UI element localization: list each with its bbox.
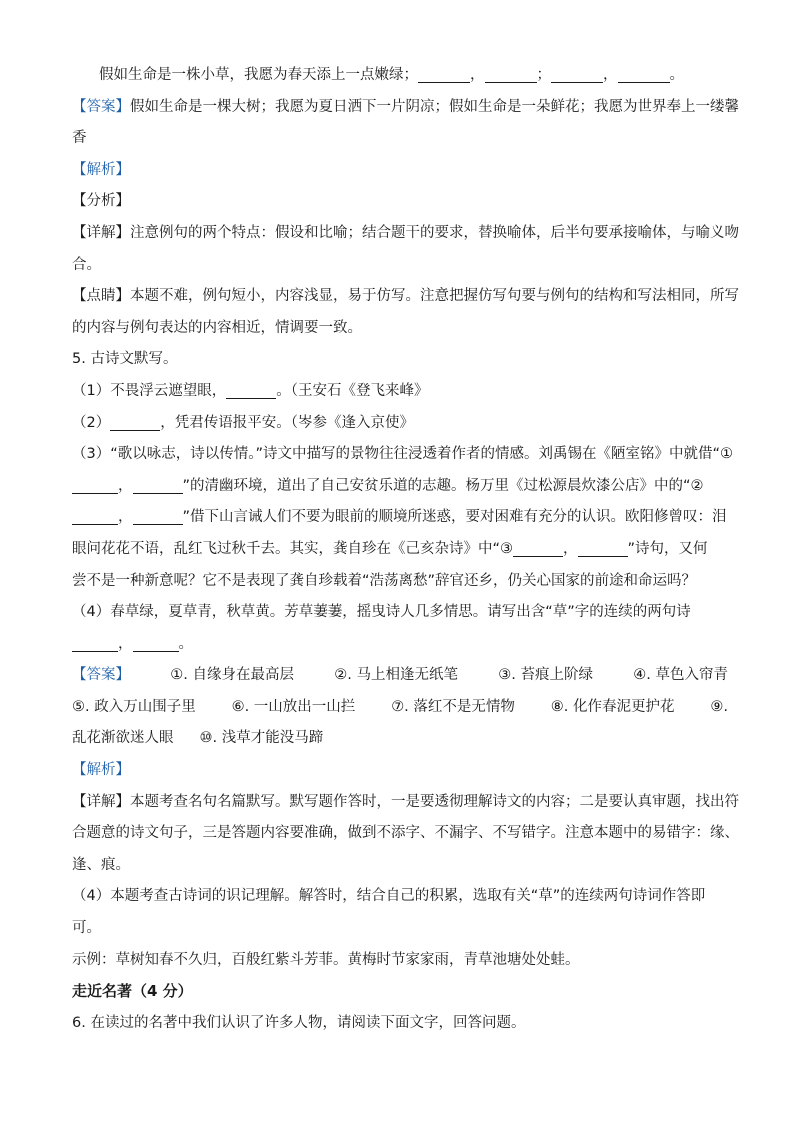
- q5-example-text: 示例：草树知春不久归，百般红紫斗芳菲。黄梅时节家家雨，青草池塘处处蛙。: [72, 951, 580, 968]
- q5-note-text: 可。: [72, 920, 101, 937]
- q4-sep: ，: [470, 67, 485, 83]
- q4-prompt-text: 假如生命是一株小草，我愿为春天添上一点嫩绿；: [99, 67, 418, 83]
- q4-detail: [72, 218, 739, 250]
- q5-item4-line2: [72, 629, 728, 661]
- q5-end: 。: [178, 635, 193, 652]
- q6-title: [72, 1008, 728, 1040]
- q5-item3-text: ”借下山言诫人们不要为眼前的顺境所迷惑，要对困难有充分的认识。欧阳修曾叹：泪: [182, 509, 727, 526]
- q5-sep: ，: [563, 540, 578, 557]
- answer-tag: 【答案】: [72, 98, 130, 115]
- q5-item3-line5: [72, 566, 728, 598]
- q5-answer-row-1: [72, 660, 728, 692]
- q4-dianjing-text-cont: 的内容与例句表达的内容相近，情调要一致。: [72, 319, 362, 336]
- q4-dianjing: [72, 281, 739, 313]
- q5-detail-text: 本题考查名句名篇默写。默写题作答时，一是要透彻理解诗文的内容；二是要认真审题，找出符: [130, 793, 739, 810]
- q4-blank-1[interactable]: [418, 64, 470, 83]
- q4-blank-4[interactable]: [618, 64, 670, 83]
- q4-detail-text-cont: 合。: [72, 256, 101, 273]
- q4-blank-3[interactable]: [551, 64, 603, 83]
- q4-answer: [72, 92, 739, 124]
- q5-item3-line3: [72, 502, 728, 534]
- q5-item4-blank-1[interactable]: [72, 633, 118, 652]
- q5-note4-line2: [72, 913, 728, 945]
- q5-item1-source: 。（王安石《登飞来峰》: [276, 382, 429, 399]
- dianjing-tag: 【点睛】: [72, 288, 130, 305]
- q5-title-text: 5. 古诗文默写。: [72, 351, 178, 368]
- q5-answer-row-2: [72, 692, 728, 724]
- q5-item3-text: ”的清幽环境，道出了自己安贫乐道的志趣。杨万里《过松源晨炊漆公店》中的“②: [182, 477, 704, 494]
- q5-item3-text: 眼问花花不语，乱红飞过秋千去。其实，龚自珍在《己亥杂诗》中“③: [72, 540, 514, 557]
- q5-note4-line1: [72, 881, 728, 913]
- answer-item: ③. 苔痕上阶绿: [498, 667, 593, 684]
- answer-item: ⑨.: [710, 698, 728, 715]
- detail-tag: 【详解】: [72, 224, 130, 241]
- q5-sep: ，: [118, 509, 133, 526]
- q5-item3-line1: [72, 439, 734, 471]
- q5-item3-blank-2[interactable]: [133, 475, 183, 494]
- q5-item3-line2: [72, 471, 728, 503]
- q5-item3-text: ”诗句，又何: [627, 540, 708, 557]
- q6-title-text: 6. 在读过的名著中我们认识了许多人物，请阅读下面文字，回答问题。: [72, 1014, 526, 1031]
- analysis-tag: 【解析】: [72, 762, 130, 779]
- answer-item: ⑥. 一山放出一山拦: [231, 698, 356, 715]
- q5-item2-text: ，凭君传语报平安。（岑参《逢入京使》: [160, 414, 414, 431]
- section-title: [72, 976, 728, 1008]
- q4-detail-text: 注意例句的两个特点：假设和比喻；结合题干的要求，替换喻体，后半句要承接喻体，与喻义吻: [130, 224, 739, 241]
- q5-item3-blank-3[interactable]: [72, 506, 118, 525]
- q4-prompt: [72, 60, 728, 92]
- q5-item3-blank-6[interactable]: [578, 538, 628, 557]
- q5-item2-blank[interactable]: [110, 412, 160, 431]
- q4-sep: ；: [536, 67, 551, 83]
- q5-item1: [72, 376, 728, 408]
- q5-item4-line1: [72, 597, 728, 629]
- answer-item: ⑩. 浅草才能没马蹄: [199, 730, 324, 747]
- q5-item3-text: 尝不是一种新意呢？它不是表现了龚自珍载着“浩荡离愁”辞官还乡，仍关心国家的前途和命运吗？: [72, 572, 697, 589]
- q5-item4-text: （4）春草绿，夏草青，秋草黄。芳草萋萋，摇曳诗人几多情思。请写出含“草”字的连续的两句诗: [72, 604, 691, 621]
- answer-item: ⑤. 政入万山围子里: [72, 698, 196, 715]
- q4-end: 。: [669, 67, 684, 83]
- q5-detail-text: 逢、痕。: [72, 856, 130, 873]
- q5-sep: ，: [118, 477, 133, 494]
- q5-item1-blank[interactable]: [226, 380, 276, 399]
- q5-detail-line3: [72, 850, 728, 882]
- q5-note-text: （4）本题考查古诗词的识记理解。解答时，结合自己的积累，选取有关“草”的连续两句诗词作答即: [72, 888, 706, 905]
- fenxi-tag: 【分析】: [72, 193, 130, 210]
- q4-answer-text: 假如生命是一棵大树；我愿为夏日洒下一片阴凉；假如生命是一朵鲜花；我愿为世界奉上一缕馨: [130, 98, 739, 115]
- q5-item3-blank-4[interactable]: [133, 506, 183, 525]
- q5-detail-line2: [72, 818, 739, 850]
- q4-answer-cont: [72, 123, 728, 155]
- q5-item3-line4: [72, 534, 728, 566]
- q4-blank-2[interactable]: [485, 64, 537, 83]
- q5-detail-line1: [72, 787, 739, 819]
- q5-item3-blank-5[interactable]: [513, 538, 563, 557]
- detail-tag: 【详解】: [72, 793, 130, 810]
- analysis-tag: 【解析】: [72, 161, 130, 178]
- q4-fenxi: [72, 186, 728, 218]
- answer-item: ①. 自缘身在最高层: [170, 667, 294, 684]
- q5-item3-blank-1[interactable]: [72, 475, 118, 494]
- answer-item: 乱花渐欲迷人眼: [72, 730, 174, 747]
- q5-sep: ，: [118, 635, 133, 652]
- section-title-text: 走近名著（4 分）: [72, 982, 193, 1001]
- q4-sep: ，: [603, 67, 618, 83]
- answer-item: ④. 草色入帘青: [633, 667, 728, 684]
- answer-item: ⑦. 落红不是无情物: [391, 698, 515, 715]
- q5-answer-row-3: [72, 723, 728, 755]
- q5-example: [72, 945, 728, 977]
- q4-analysis: [72, 155, 728, 187]
- q4-dianjing-cont: [72, 313, 728, 345]
- q4-dianjing-text: 本题不难，例句短小，内容浅显，易于仿写。注意把握仿写句要与例句的结构和写法相同，所写: [130, 288, 739, 305]
- q4-detail-cont: [72, 250, 728, 282]
- q5-detail-text: 合题意的诗文句子，三是答题内容要准确，做到不添字、不漏字、不写错字。注意本题中的易错字：缘、: [72, 825, 739, 842]
- q5-item2-num: （2）: [72, 414, 111, 431]
- q5-item2: [72, 408, 728, 440]
- q5-analysis: [72, 755, 728, 787]
- answer-item: ②. 马上相逢无纸笔: [334, 667, 458, 684]
- q5-item4-blank-2[interactable]: [133, 633, 179, 652]
- answer-tag: 【答案】: [72, 667, 130, 684]
- document-page: [72, 60, 739, 1039]
- q5-title: [72, 344, 728, 376]
- q4-answer-text-cont: 香: [72, 130, 87, 147]
- q5-item3-text: （3）“歌以咏志，诗以传情。”诗文中描写的景物往往浸透着作者的情感。刘禹锡在《陋室铭》中就借“①: [72, 446, 734, 463]
- answer-item: ⑧. 化作春泥更护花: [550, 698, 675, 715]
- q5-item1-text: （1）不畏浮云遮望眼，: [72, 382, 227, 399]
